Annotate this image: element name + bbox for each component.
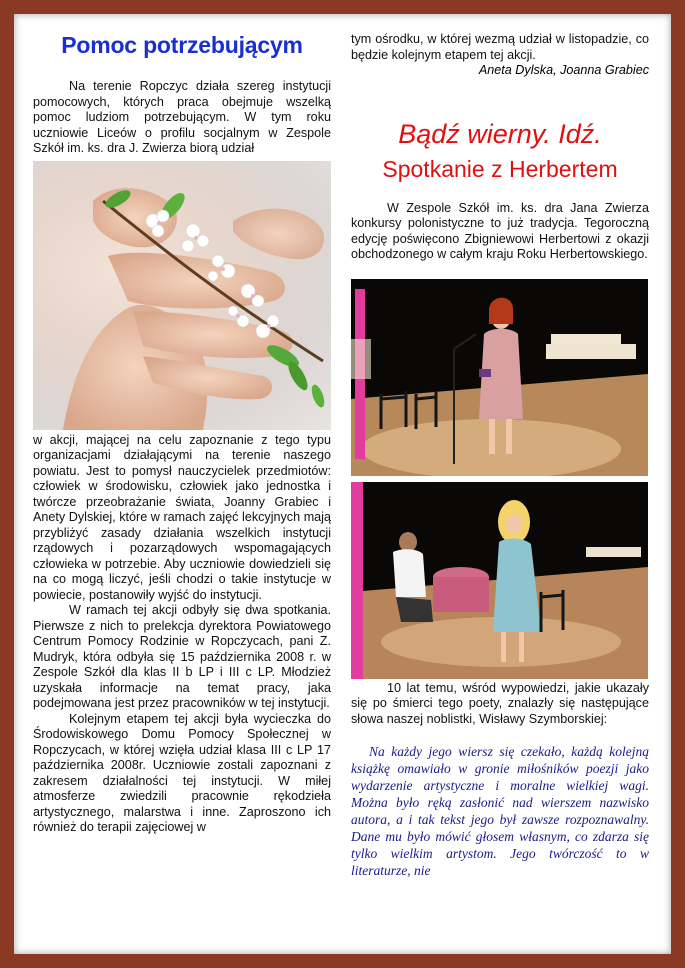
author-signature: Aneta Dylska, Joanna Grabiec <box>478 63 649 77</box>
article-paragraph: W ramach tej akcji odbyły się dwa spotkania. Pierwsze z nich to prelekcja dyrektora Powiatowego Centrum Pomocy Rodzinie w Ropczycach, pani Z. Mudryk, która odbyła się 15 października 2008 r. w Zespole Szkół dla klas II b LP i III c LP. Młodzież uzyskała informacje na temat pracy, jaka podejmowana jest przez pracowników w tej instytucji. <box>33 603 331 710</box>
szymborska-quote: Na każdy jego wiersz się czekało, każdą kolejną książkę omawiało w gronie miłośników poezji jako wydarzenie artystyczne i moralne wielkiej wagi. Można było ręką zasłonić nad wierszem nazwisko autora, a i tak tekst jego był zawsze rozpoznawalny. Dane mu było mówić głosem własnym, co zdarza się tylko wielkim artystom. Jego twórczość to w literaturze, nie <box>351 744 649 878</box>
stage-photo-reading <box>351 482 648 679</box>
article-title-pomoc: Pomoc potrzebującym <box>61 32 303 58</box>
article-paragraph: Na terenie Ropczyc działa szereg instytucji pomocowych, których praca obejmuje wszelką pomoc ludziom potrzebującym. W tym roku uczniowie Liceów o profilu socjalnym w Zespole Szkół im. ks. dra J. Zwierza biorą udział <box>33 79 331 155</box>
article-paragraph: Kolejnym etapem tej akcji była wycieczka do Środowiskowego Domu Pomocy Społecznej w Ropczycach, w której wzięła udział klasa III c LP 17 października 2008r. Uczniowie zostali zapoznani z zakresem działalności tej instytucji. W miłej atmosferze zwiedzili pracownie rękodzieła artystycznego, malarstwa i inne. Zaproszono ich również do terapii zajęciowej w <box>33 711 331 834</box>
page <box>14 14 671 954</box>
article-paragraph: W Zespole Szkół im. ks. dra Jana Zwierza konkursy polonistyczne to już tradycja. Tegoroczną edycję poświęcono Zbigniewowi Herbertowi z okazji obchodzonego w całym kraju Roku Herbertowskiego. <box>351 200 649 261</box>
article-title-herbert: Bądź wierny. Idź. <box>398 118 602 149</box>
right-column <box>351 32 649 879</box>
article-paragraph: 10 lat temu, wśród wypowiedzi, jakie ukazały się po śmierci tego poety, znalazły się następujące słowa naszej noblistki, Wisławy Szymborskiej: <box>351 680 649 726</box>
stage-speaker-illustration <box>351 279 648 476</box>
hand-blossom-illustration <box>33 161 331 430</box>
article-paragraph: tym ośrodku, w której wezmą udział w listopadzie, co będzie kolejnym etapem tej akcji. <box>351 32 649 62</box>
article-paragraph: w akcji, mającej na celu zapoznanie z tego typu organizacjami działającymi na terenie naszego powiatu. Jest to pomysł nauczycielek przedmiotów: człowiek w środowisku, człowiek jako jednostka i twórcze przeobrażanie świata, Joanny Grabiec i Anety Dylskiej, które w ramach zajęć lekcyjnych mają przybliżyć zasady działania wszelkich instytucji rządowych i pozarządowych wspomagających człowieka w potrzebie. Aby uczniowie dowiedzieli się na co mogą liczyć, jeśli chodzi o takie instytucje w powiecie, postanowiły wyjść do instytucji. <box>33 432 331 602</box>
left-column <box>33 32 331 836</box>
stage-photo-speaker <box>351 279 648 476</box>
stage-reading-illustration <box>351 482 648 679</box>
hand-with-blossom-photo <box>33 161 331 430</box>
article-subtitle-herbert: Spotkanie z Herbertem <box>382 155 618 182</box>
